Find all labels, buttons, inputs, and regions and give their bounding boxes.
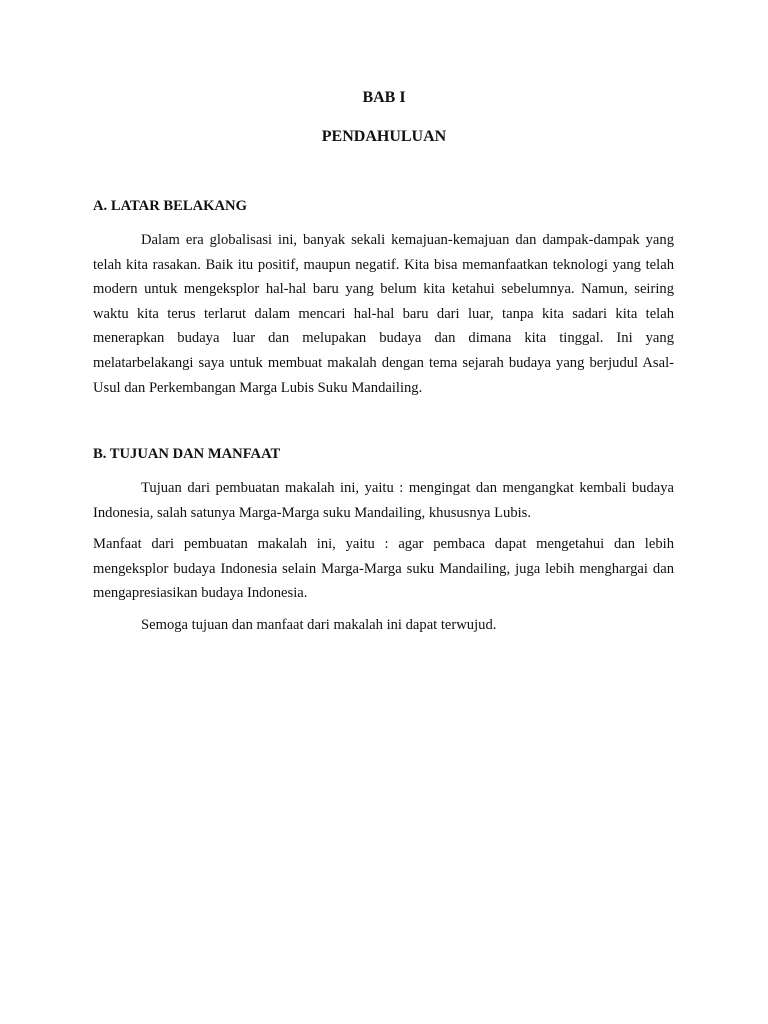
section-heading: A. LATAR BELAKANG (93, 198, 247, 214)
section-tujuan-dan-manfaat (93, 445, 674, 638)
paragraph: Tujuan dari pembuatan makalah ini, yaitu : mengingat dan mengangkat kembali budaya Indonesia, salah satunya Marga-Marga suku Mandailing, khususnya Lubis. (93, 480, 674, 521)
section-heading: B. TUJUAN DAN MANFAAT (93, 446, 281, 462)
chapter-title: PENDAHULUAN (321, 128, 447, 145)
chapter-number: BAB I (362, 89, 406, 106)
paragraph: Semoga tujuan dan manfaat dari makalah ini dapat terwujud. (141, 616, 497, 633)
section-latar-belakang (93, 197, 674, 400)
paragraph: Manfaat dari pembuatan makalah ini, yaitu : agar pembaca dapat mengetahui dan lebih mengeksplor budaya Indonesia selain Marga-Marga suku Mandailing, juga lebih menghargai dan mengapresiasikan budaya Indonesia. (93, 536, 674, 602)
paragraph: Dalam era globalisasi ini, banyak sekali kemajuan-kemajuan dan dampak-dampak yang telah kita rasakan. Baik itu positif, maupun negatif. Kita bisa memanfaatkan teknologi yang telah modern untuk mengeksplor hal-hal baru yang belum kita ketahui sebelumnya. Namun, seiring waktu kita terus terlarut dalam mencari hal-hal baru dari luar, tanpa kita sadari kita telah menerapkan budaya luar dan melupakan budaya dan dimana kita tinggal. Ini yang melatarbelakangi saya untuk membuat makalah dengan tema sejarah budaya yang berjudul Asal-Usul dan Perkembangan Marga Lubis Suku Mandailing. (93, 232, 674, 396)
